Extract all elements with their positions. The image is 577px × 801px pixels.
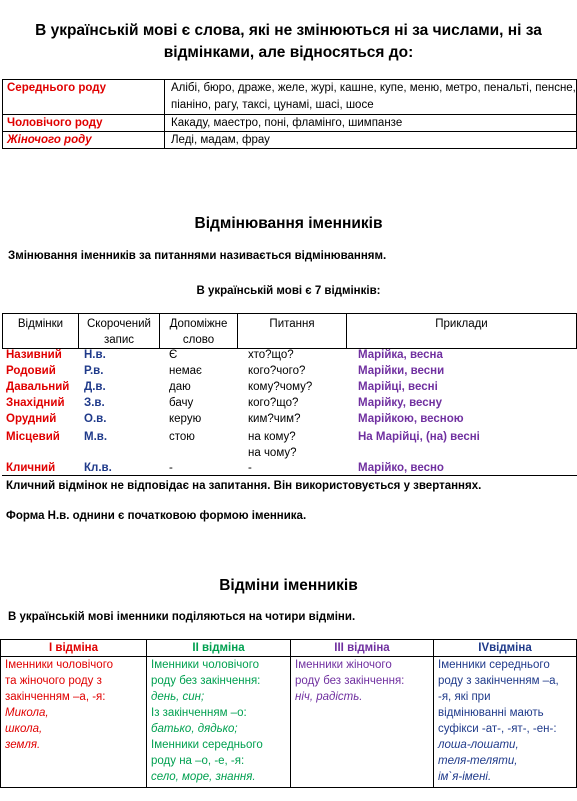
cell-text: Іменники чоловічого	[5, 659, 114, 671]
case-example: Марійка, весна	[358, 349, 443, 361]
note-initial-form: Форма Н.в. однини є початковою формою іменника.	[6, 510, 307, 522]
column-header: ІІ відміна	[147, 640, 291, 657]
declensions-table	[0, 639, 577, 788]
case-example: Марійку, весну	[358, 397, 442, 409]
gender-cell: Жіночого роду	[3, 132, 165, 149]
cell-text: та жіночого роду з	[5, 675, 102, 687]
column-header: ІVвідміна	[434, 640, 577, 657]
column-header: І відміна	[1, 640, 147, 657]
example-text: ім`я-імені.	[438, 771, 492, 783]
case-name: Орудний	[6, 413, 57, 425]
cell-text: -я, які при	[438, 691, 491, 703]
case-question-2: на чому?	[248, 447, 297, 459]
declension-3-cell	[291, 657, 434, 788]
case-aux: керую	[169, 413, 202, 425]
table-header-row	[1, 640, 577, 657]
case-aux: даю	[169, 381, 191, 393]
case-aux: Є	[169, 349, 178, 361]
declension-4-cell	[434, 657, 577, 788]
column-header: Питання	[238, 314, 347, 349]
case-name: Кличний	[6, 462, 56, 474]
case-aux: немає	[169, 365, 202, 377]
case-question: на кому?	[248, 431, 296, 443]
page-title: В українській мові є слова, які не змінюються ні за числами, ні за відмінками, але відносяться до:	[35, 22, 542, 61]
case-question: хто?що?	[248, 349, 294, 361]
cell-text: закінченням –а, -я:	[5, 691, 106, 703]
column-header: Приклади	[347, 314, 577, 349]
case-aux: -	[169, 462, 173, 474]
case-question: -	[248, 462, 252, 474]
table-bottom-rule	[2, 475, 577, 476]
cell-text: суфікси -ат-, -ят-, -ен-:	[438, 723, 557, 735]
case-question: кого?чого?	[248, 365, 306, 377]
cell-text: відмінюванні мають	[438, 707, 544, 719]
cell-text: роду на –о, -е, -я:	[151, 755, 245, 767]
column-header: ІІІ відміна	[291, 640, 434, 657]
case-question: ким?чим?	[248, 413, 301, 425]
case-abbr: Д.в.	[84, 381, 106, 393]
case-name: Називний	[6, 349, 62, 361]
case-name: Родовий	[6, 365, 56, 377]
case-example: Марійці, весні	[358, 381, 438, 393]
case-example: Марійки, весни	[358, 365, 445, 377]
example-text: школа,	[5, 723, 43, 735]
table-row	[1, 657, 577, 788]
words-cell: Леді, мадам, фрау	[165, 132, 577, 149]
definition-text: Змінювання іменників за питаннями називається відмінюванням.	[8, 250, 387, 262]
case-example: Марійкою, весною	[358, 413, 464, 425]
case-aux: бачу	[169, 397, 194, 409]
example-text: ніч, радість.	[295, 691, 363, 703]
example-text: земля.	[5, 739, 41, 751]
case-example: Марійко, весно	[358, 462, 444, 474]
words-cell: Алібі, бюро, драже, желе, журі, кашне, купе, меню, метро, пенальті, пенсне, піаніно, рагу, таксі, цунамі, шасі, шосе	[165, 80, 577, 115]
case-question: кому?чому?	[248, 381, 313, 393]
case-abbr: М.в.	[84, 431, 108, 443]
column-header: Скорочений запис	[79, 314, 160, 349]
column-header: Відмінки	[3, 314, 79, 349]
note-vocative: Кличний відмінок не відповідає на запитання. Він використовується у звертаннях.	[6, 480, 482, 492]
case-example: На Марійці, (на) весні	[358, 431, 480, 443]
table-row	[3, 132, 577, 149]
case-abbr: Кл.в.	[84, 462, 112, 474]
section-title: Відмінювання іменників	[194, 215, 383, 232]
example-text: теля-теляти,	[438, 755, 518, 767]
cell-text: Іменники чоловічого	[151, 659, 260, 671]
cell-text: Іменники жіночого	[295, 659, 392, 671]
column-header: Допоміжне слово	[160, 314, 238, 349]
cell-text: роду без закінчення:	[151, 675, 261, 687]
case-aux: стою	[169, 431, 195, 443]
cell-text: Із закінченням –о:	[151, 707, 247, 719]
case-name: Місцевий	[6, 431, 60, 443]
cases-table-header	[2, 313, 577, 349]
example-text: село, море, знання.	[151, 771, 256, 783]
case-abbr: О.в.	[84, 413, 107, 425]
table-row	[3, 115, 577, 132]
case-name: Давальний	[6, 381, 70, 393]
table-row	[3, 80, 577, 115]
example-text: батько, дядько;	[151, 723, 238, 735]
gender-cell: Середнього роду	[3, 80, 165, 115]
declension-1-cell	[1, 657, 147, 788]
example-text: день, син;	[151, 691, 205, 703]
case-name: Знахідний	[6, 397, 65, 409]
seven-cases-text: В українській мові є 7 відмінків:	[196, 285, 381, 297]
cell-text: Іменники середнього	[151, 739, 263, 751]
four-declensions-text: В українській мові іменники поділяються на чотири відміни.	[8, 611, 356, 623]
declension-2-cell	[147, 657, 291, 788]
words-cell: Какаду, маестро, поні, фламінго, шимпанзе	[165, 115, 577, 132]
example-text: Микола,	[5, 707, 49, 719]
case-abbr: Н.в.	[84, 349, 106, 361]
example-text: лоша-лошати,	[438, 739, 519, 751]
cell-text: роду без закінчення:	[295, 675, 405, 687]
cell-text: Іменники середнього	[438, 659, 550, 671]
table-header-row	[3, 314, 577, 349]
gender-cell: Чоловічого роду	[3, 115, 165, 132]
case-abbr: З.в.	[84, 397, 105, 409]
case-question: кого?що?	[248, 397, 299, 409]
indeclinable-words-table	[2, 79, 577, 149]
case-abbr: Р.в.	[84, 365, 104, 377]
cell-text: роду з закінченням –а,	[438, 675, 559, 687]
section-title: Відміни іменників	[219, 577, 358, 594]
